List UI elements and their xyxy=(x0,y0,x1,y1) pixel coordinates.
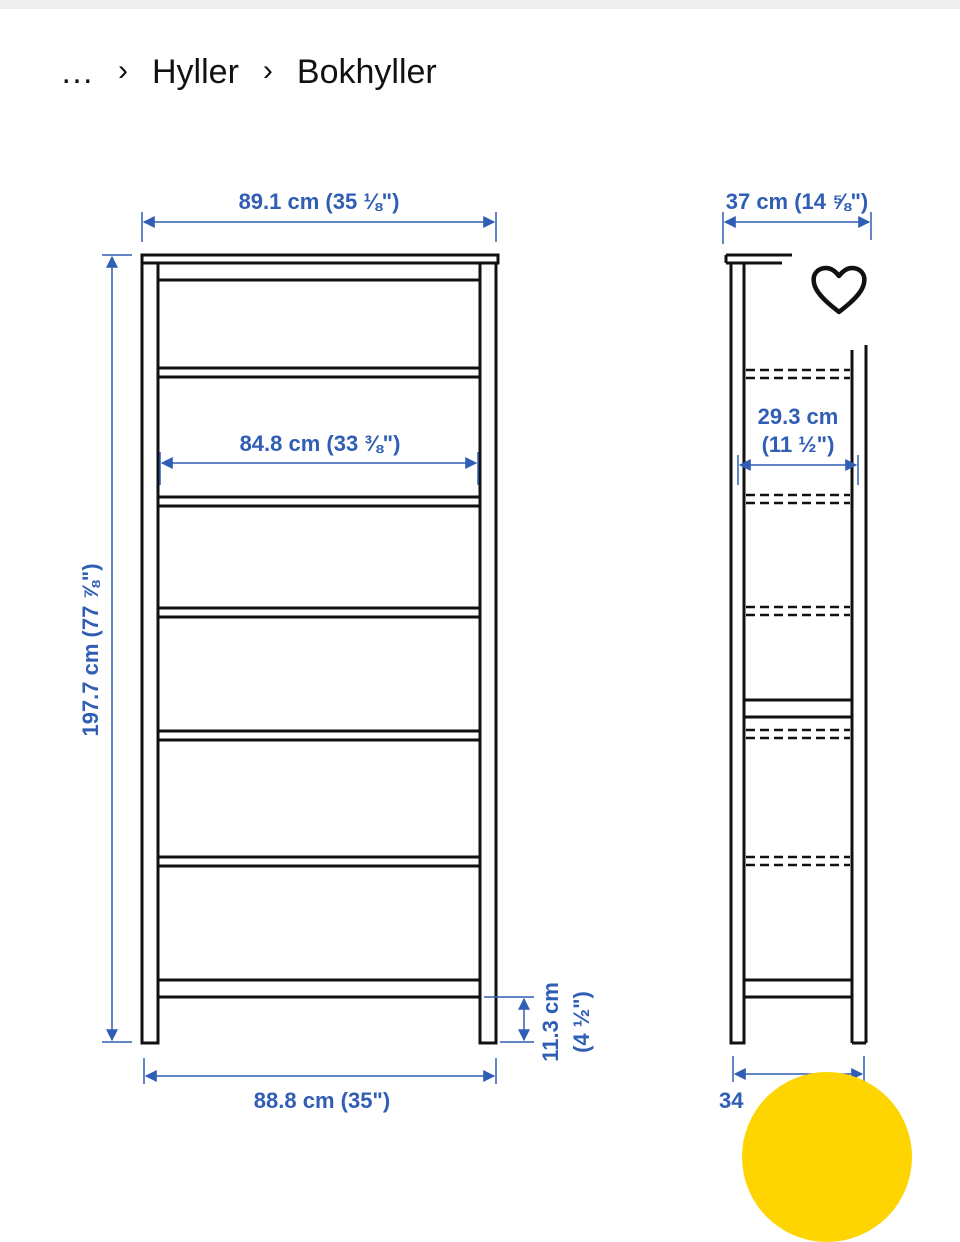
dim-label-side-depth-bottom: 34 xyxy=(719,1088,744,1113)
dim-label-front-width-bottom: 88.8 cm (35") xyxy=(253,1088,391,1113)
dim-plinth-height xyxy=(484,997,534,1042)
dim-height xyxy=(102,255,132,1042)
dim-label-plinth-cm: 11.3 cm xyxy=(538,982,563,1062)
dim-label-shelf-depth-in: (11 ½") xyxy=(761,432,835,457)
dim-label-plinth-in: (4 ½") xyxy=(569,991,594,1053)
dim-label-height: 197.7 cm (77 ⅞") xyxy=(78,563,103,737)
heart-icon xyxy=(810,265,868,317)
dim-label-side-depth-top: 37 cm (14 ⅝") xyxy=(725,189,869,214)
dim-shelf-depth xyxy=(738,455,858,485)
breadcrumb-ellipsis[interactable]: … xyxy=(60,52,94,91)
dim-front-width-bottom xyxy=(144,1058,496,1084)
yellow-circle-badge[interactable] xyxy=(742,1072,912,1242)
dim-side-depth-top xyxy=(723,212,871,244)
dim-inner-width xyxy=(160,452,478,485)
favorite-button[interactable] xyxy=(800,252,878,330)
dim-label-shelf-depth-cm: 29.3 cm xyxy=(757,404,839,429)
dim-label-front-width-top: 89.1 cm (35 ⅛") xyxy=(238,189,400,214)
dim-front-width-top xyxy=(142,212,496,242)
chevron-right-icon: › xyxy=(262,54,273,87)
dim-label-inner-width: 84.8 cm (33 ⅜") xyxy=(239,431,401,456)
breadcrumb-item-bokhyller[interactable]: Bokhyller xyxy=(296,52,437,91)
chevron-right-icon: › xyxy=(118,54,128,87)
front-view-bookcase xyxy=(142,255,498,1043)
side-view-bookcase xyxy=(726,255,866,1043)
breadcrumb-item-hyller[interactable]: Hyller xyxy=(152,52,239,91)
